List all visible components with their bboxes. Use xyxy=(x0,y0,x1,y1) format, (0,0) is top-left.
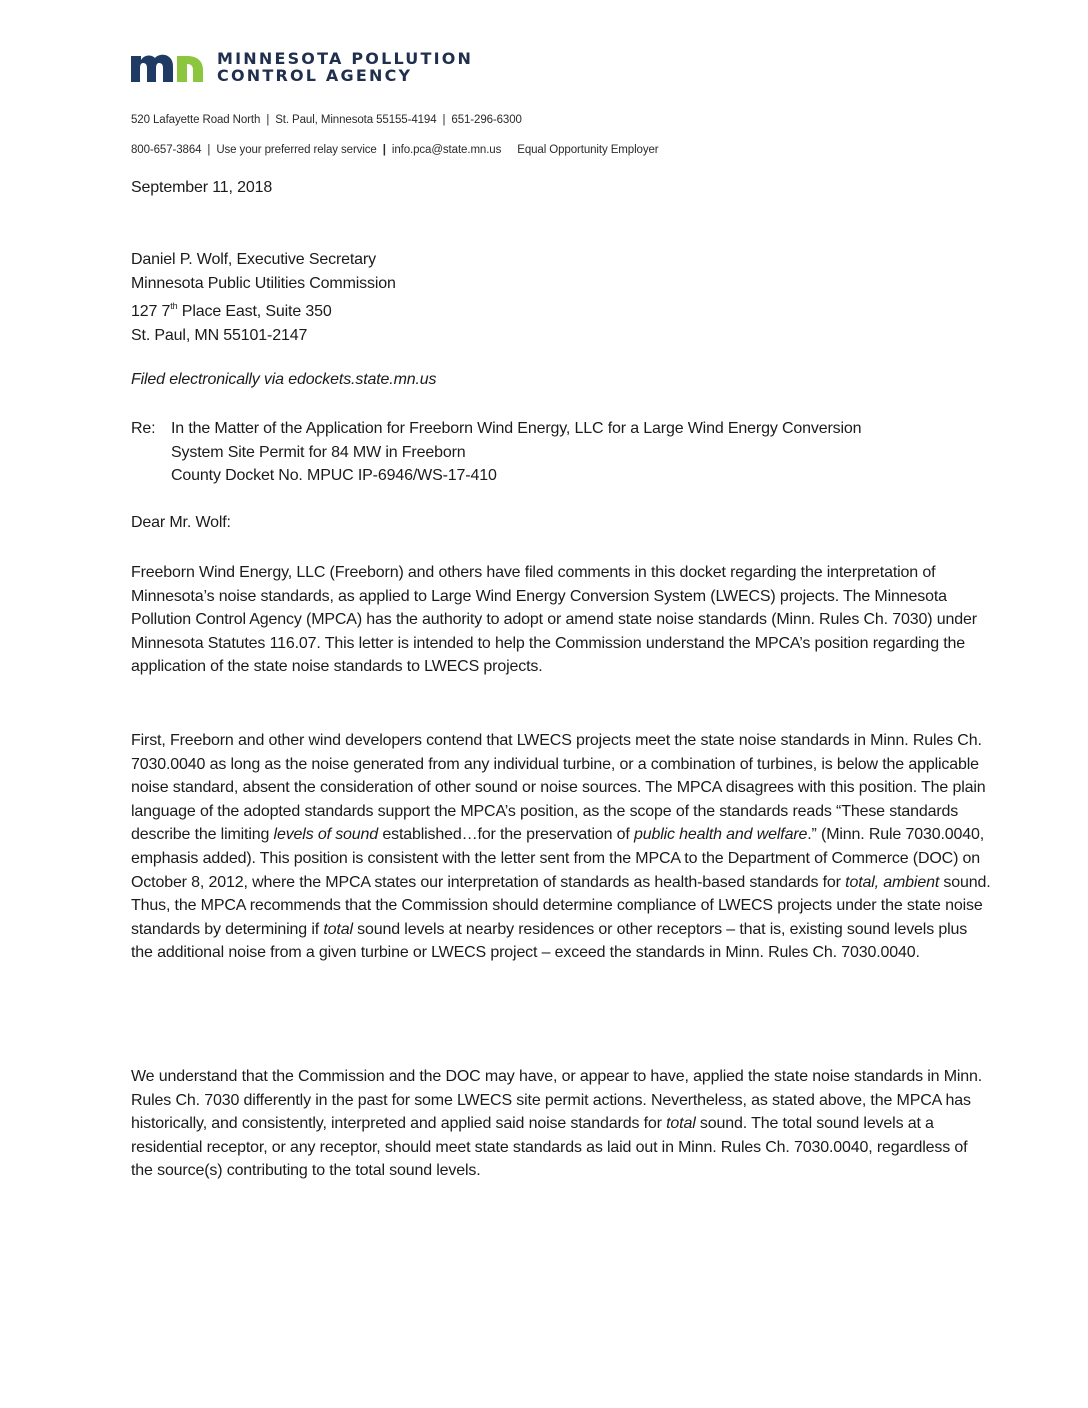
email-link[interactable]: info.pca@state.mn.us xyxy=(391,144,502,156)
ordinal-suffix: th xyxy=(170,301,178,312)
re-text-1: In the Matter of the Application for Freeborn Wind Energy, LLC for a Large Wind Energy Conversion xyxy=(171,420,862,437)
toll-free-number: 800-657-3864 xyxy=(131,144,202,156)
separator: | xyxy=(266,114,270,126)
emphasis-text: total xyxy=(666,1115,696,1133)
body-text: sound. Thus, the MPCA recommends that the Commission should determine compliance of LWECS projects under the state noise standards by determining if xyxy=(131,873,991,938)
street-address: 520 Lafayette Road North xyxy=(131,114,261,126)
recipient-address xyxy=(131,248,991,347)
re-text-3: County Docket No. MPUC IP-6946/WS-17-410 xyxy=(171,467,497,485)
relay-service: Use your preferred relay service xyxy=(216,144,377,156)
agency-name xyxy=(217,50,473,84)
recipient-org: Minnesota Public Utilities Commission xyxy=(131,274,396,292)
separator: | xyxy=(207,144,211,156)
eoe-statement: Equal Opportunity Employer xyxy=(517,144,659,156)
mn-logo-icon xyxy=(131,52,205,82)
body-text: established…for the preservation of xyxy=(378,826,634,844)
recipient-street xyxy=(131,295,991,324)
re-label: Re: xyxy=(131,420,156,437)
re-line xyxy=(131,417,991,488)
contact-line-1 xyxy=(131,114,522,126)
filed-note: Filed electronically via edockets.state.mn.us xyxy=(131,371,437,388)
emphasis-text: levels of sound xyxy=(273,826,379,844)
emphasis-text: total xyxy=(323,920,353,938)
salutation: Dear Mr. Wolf: xyxy=(131,514,231,531)
re-text-2: System Site Permit for 84 MW in Freeborn xyxy=(171,443,466,461)
body-text: First, Freeborn and other wind developers contend that LWECS projects meet the state noise standards in Minn. Rules Ch. 7030.0040 as long as the noise generated from any individual turbine, or a combination of turbines, is below the applicable noise standard, absent the consideration of other sound or noise sources. The MPCA disagrees with this position. The plain language of the adopted standards support the MPCA’s position, as the scope of the standards reads “These standards describe the limiting xyxy=(131,732,986,844)
separator: | xyxy=(442,114,446,126)
emphasis-text: public health and welfare xyxy=(633,826,808,844)
street-name: Place East, Suite 350 xyxy=(177,303,332,321)
body-text: sound levels at nearby residences or other receptors – that is, existing sound levels plus the additional noise from a given turbine or LWECS project – exceed the standards in Minn. Rules Ch. 7030.0040. xyxy=(131,920,968,962)
separator: | xyxy=(382,144,386,156)
recipient-name: Daniel P. Wolf, Executive Secretary xyxy=(131,251,376,268)
phone-number: 651-296-6300 xyxy=(451,114,522,126)
body-paragraph-2 xyxy=(131,729,991,965)
body-text: sound. The total sound levels at a residential receptor, or any receptor, should meet state standards as laid out in Minn. Rules Ch. 7030.0040, regardless of the source(s) contributing to the total sound levels. xyxy=(131,1115,968,1180)
agency-name-line1: MINNESOTA POLLUTION xyxy=(217,49,474,68)
body-text: .” (Minn. Rule 7030.0040, emphasis added). This position is consistent with the letter sent from the MPCA to the Department of Commerce (DOC) on October 8, 2012, where the MPCA states our interpretation of standards as health-based standards for xyxy=(131,826,985,891)
recipient-city: St. Paul, MN 55101-2147 xyxy=(131,326,308,344)
agency-name-line2: CONTROL AGENCY xyxy=(217,66,413,85)
letter-date: September 11, 2018 xyxy=(131,179,273,196)
body-paragraph-3 xyxy=(131,1065,991,1183)
emphasis-text: total, ambient xyxy=(845,873,940,891)
city-address: St. Paul, Minnesota 55155-4194 xyxy=(275,114,437,126)
letterhead-logo xyxy=(131,50,473,84)
body-text: We understand that the Commission and the DOC may have, or appear to have, applied the state noise standards in Minn. Rules Ch. 7030 differently in the past for some LWECS site permit actions. Nevertheless, as stated above, the MPCA has historically, and consistently, interpreted and applied said noise standards for xyxy=(131,1068,983,1133)
street-number: 127 7 xyxy=(131,303,171,321)
contact-line-2 xyxy=(131,144,659,156)
body-paragraph-1: Freeborn Wind Energy, LLC (Freeborn) and others have filed comments in this docket regarding the interpretation of Minnesota’s noise standards, as applied to Large Wind Energy Conversion System (LWECS) projects. The Minnesota Pollution Control Agency (MPCA) has the authority to adopt or amend state noise standards (Minn. Rules Ch. 7030) under Minnesota Statutes 116.07. This letter is intended to help the Commission understand the MPCA’s position regarding the application of the state noise standards to LWECS projects. xyxy=(131,564,977,676)
